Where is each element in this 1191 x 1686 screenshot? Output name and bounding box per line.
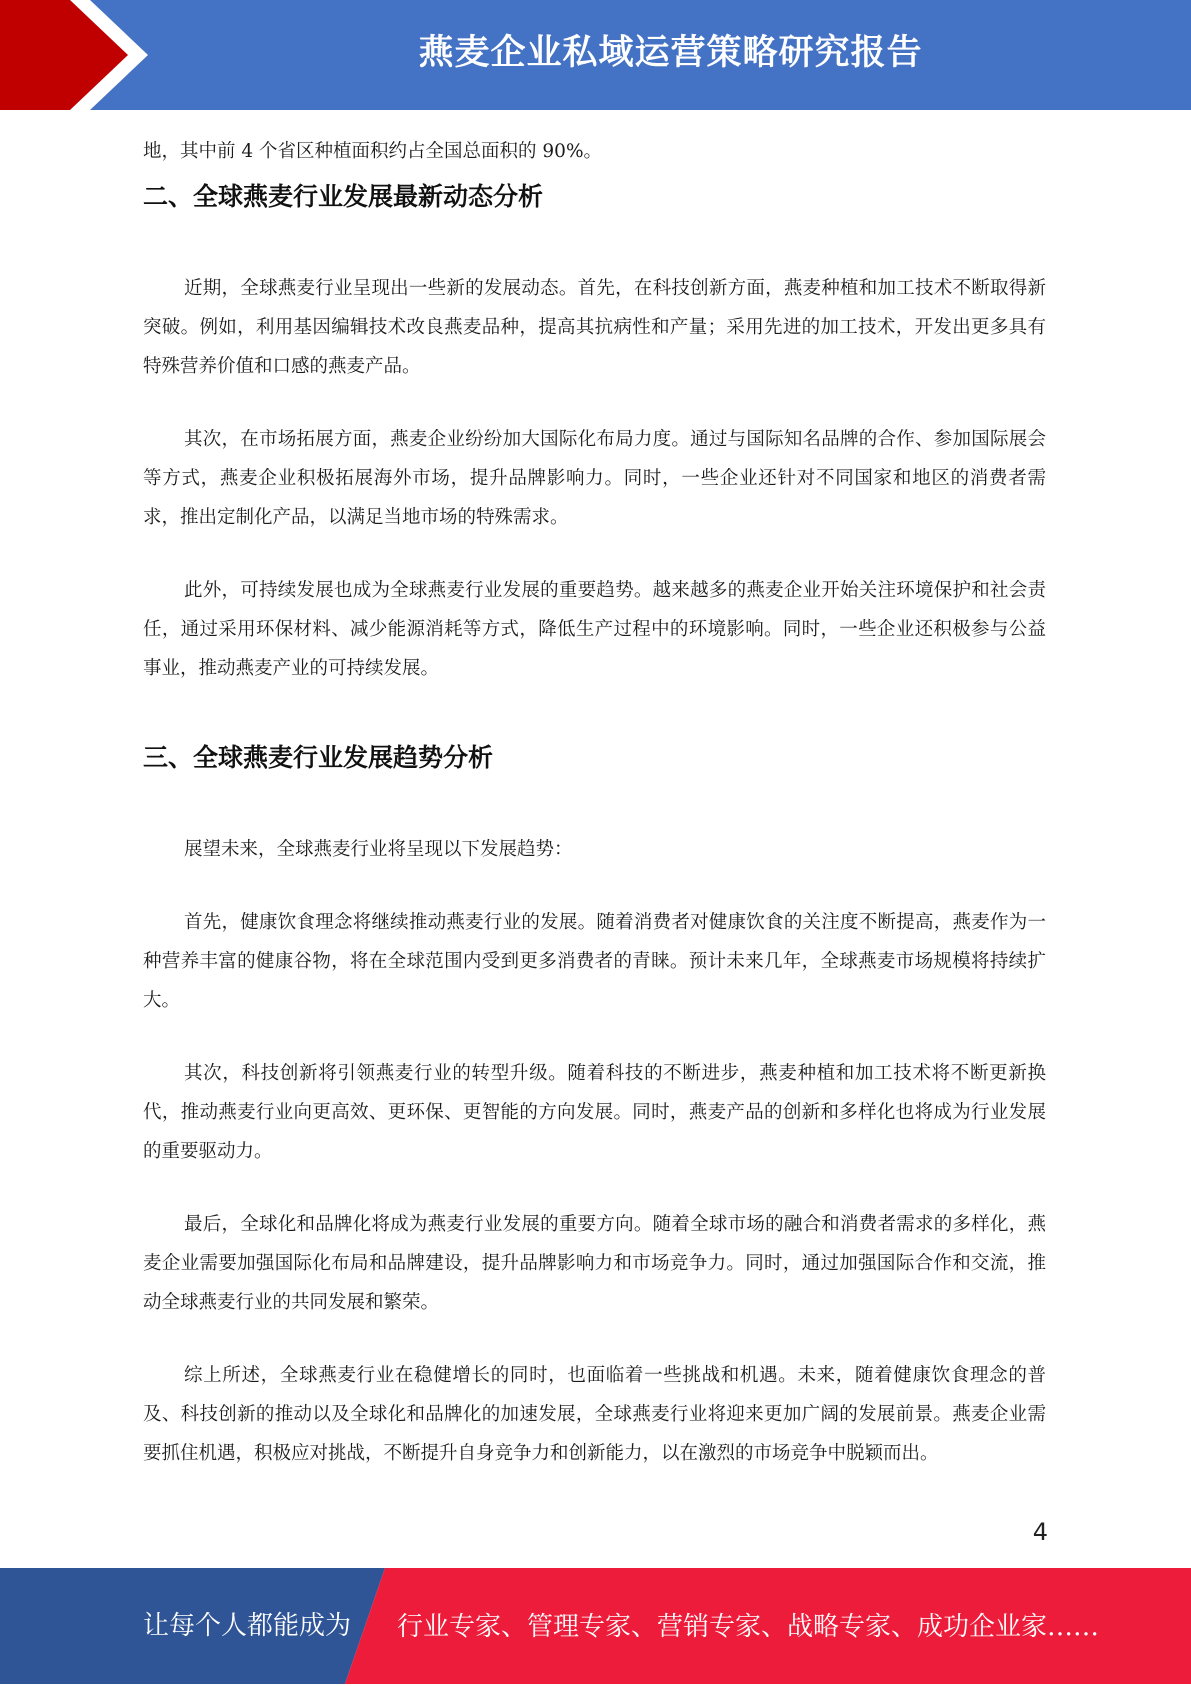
footer-banner (0, 1568, 1191, 1684)
section-3-paragraph-4: 最后，全球化和品牌化将成为燕麦行业发展的重要方向。随着全球市场的融合和消费者需求的多样化，燕麦企业需要加强国际化布局和品牌建设，提升品牌影响力和市场竞争力。同时，通过加强国际合作和交流，推动全球燕麦行业的共同发展和繁荣。 (143, 1214, 1046, 1313)
footer-slogan-left: 让每个人都能成为 (143, 1611, 352, 1641)
section-3-paragraph-3: 其次，科技创新将引领燕麦行业的转型升级。随着科技的不断进步，燕麦种植和加工技术将不断更新换代，推动燕麦行业向更高效、更环保、更智能的方向发展。同时，燕麦产品的创新和多样化也将成为行业发展的重要驱动力。 (143, 1063, 1046, 1162)
document-body (143, 132, 1046, 1473)
section-3-paragraph-2: 首先，健康饮食理念将继续推动燕麦行业的发展。随着消费者对健康饮食的关注度不断提高，燕麦作为一种营养丰富的健康谷物，将在全球范围内受到更多消费者的青睐。预计未来几年，全球燕麦市场规模将持续扩大。 (143, 912, 1046, 1011)
footer-slogan-right: 行业专家、管理专家、营销专家、战略专家、成功企业家…… (397, 1612, 1100, 1642)
header-banner (0, 0, 1191, 110)
page-number: 4 (1032, 1518, 1048, 1546)
report-title: 燕麦企业私域运营策略研究报告 (418, 33, 923, 73)
intro-tail-paragraph: 地，其中前 4 个省区种植面积约占全国总面积的 90%。 (143, 141, 603, 162)
section-3-paragraph-5: 综上所述，全球燕麦行业在稳健增长的同时，也面临着一些挑战和机遇。未来，随着健康饮食理念的普及、科技创新的推动以及全球化和品牌化的加速发展，全球燕麦行业将迎来更加广阔的发展前景。燕麦企业需要抓住机遇，积极应对挑战，不断提升自身竞争力和创新能力，以在激烈的市场竞争中脱颖而出。 (143, 1365, 1046, 1464)
section-2-paragraph-1: 近期，全球燕麦行业呈现出一些新的发展动态。首先，在科技创新方面，燕麦种植和加工技术不断取得新突破。例如，利用基因编辑技术改良燕麦品种，提高其抗病性和产量；采用先进的加工技术，开发出更多具有特殊营养价值和口感的燕麦产品。 (143, 278, 1046, 377)
section-2-heading: 二、全球燕麦行业发展最新动态分析 (143, 182, 544, 211)
section-3-paragraph-1: 展望未来，全球燕麦行业将呈现以下发展趋势： (184, 839, 573, 860)
section-2-paragraph-3: 此外，可持续发展也成为全球燕麦行业发展的重要趋势。越来越多的燕麦企业开始关注环境保护和社会责任，通过采用环保材料、减少能源消耗等方式，降低生产过程中的环境影响。同时，一些企业还积极参与公益事业，推动燕麦产业的可持续发展。 (143, 580, 1046, 679)
section-3-heading: 三、全球燕麦行业发展趋势分析 (143, 743, 494, 772)
section-2-paragraph-2: 其次，在市场拓展方面，燕麦企业纷纷加大国际化布局力度。通过与国际知名品牌的合作、参加国际展会等方式，燕麦企业积极拓展海外市场，提升品牌影响力。同时，一些企业还针对不同国家和地区的消费者需求，推出定制化产品，以满足当地市场的特殊需求。 (143, 429, 1046, 528)
